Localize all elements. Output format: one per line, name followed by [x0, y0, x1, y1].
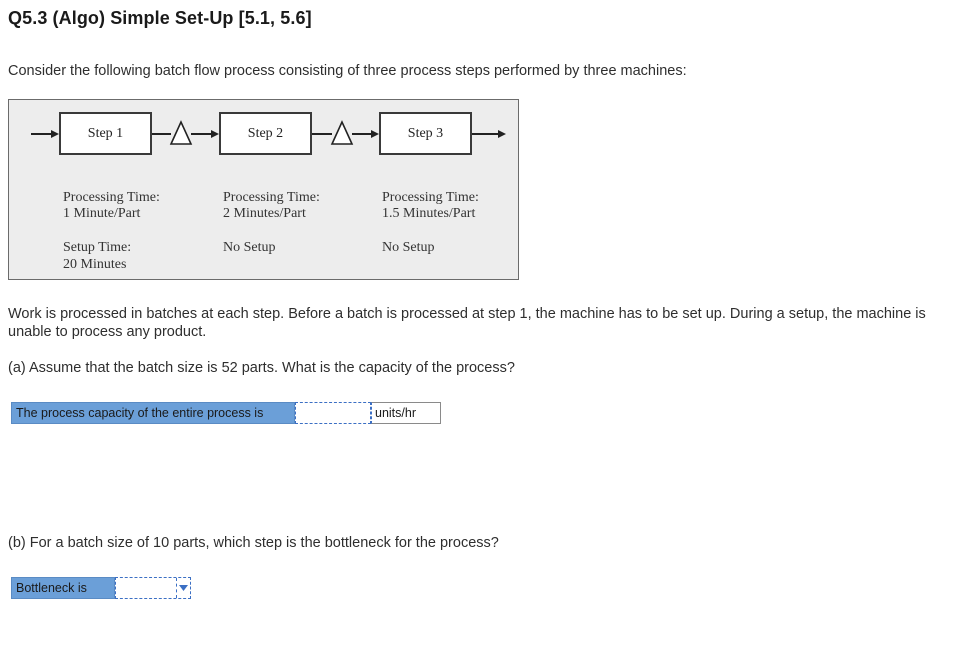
step-1-processing-value: 1 Minute/Part: [63, 206, 141, 221]
step-1-setup-label: Setup Time:: [63, 240, 132, 255]
part-b-question: (b) For a batch size of 10 parts, which step is the bottleneck for the process?: [8, 535, 499, 551]
step-3-processing-value: 1.5 Minutes/Part: [382, 206, 476, 221]
intro-text: Consider the following batch flow process consisting of three process steps performed by three machines:: [8, 63, 687, 79]
step-2-setup-label: No Setup: [223, 240, 276, 255]
step-3-processing-label: Processing Time:: [382, 190, 479, 205]
capacity-input[interactable]: [295, 402, 371, 424]
arrow-right-icon: [191, 130, 219, 138]
step-1-processing-label: Processing Time:: [63, 190, 160, 205]
arrow-right-icon: [472, 130, 506, 138]
question-title: Q5.3 (Algo) Simple Set-Up [5.1, 5.6]: [8, 8, 312, 28]
setup-paragraph: Work is processed in batches at each step. Before a batch is processed at step 1, the machine has to be set up. During a setup, the machine is unable to process any product.: [8, 306, 926, 340]
unit-label: units/hr: [371, 402, 441, 424]
triangle-inventory-icon: [332, 122, 352, 144]
step-3-setup-label: No Setup: [382, 240, 435, 255]
answer-b-row: [11, 577, 191, 599]
process-flow-figure: [8, 99, 519, 280]
caret-down-icon[interactable]: [176, 578, 190, 598]
step-2-processing-label: Processing Time:: [223, 190, 320, 205]
step-2-box: Step 2: [219, 112, 312, 155]
step-2-processing-value: 2 Minutes/Part: [223, 206, 306, 221]
arrow-right-icon: [31, 130, 59, 138]
step-3-box: Step 3: [379, 112, 472, 155]
answer-a-row: [11, 402, 441, 424]
answer-b-label: Bottleneck is: [11, 577, 115, 599]
triangle-inventory-icon: [171, 122, 191, 144]
step-1-box: Step 1: [59, 112, 152, 155]
part-a-question: (a) Assume that the batch size is 52 parts. What is the capacity of the process?: [8, 360, 515, 376]
bottleneck-dropdown[interactable]: [115, 577, 191, 599]
step-1-setup-value: 20 Minutes: [63, 257, 127, 272]
arrow-right-icon: [352, 130, 379, 138]
answer-a-label: The process capacity of the entire process is: [11, 402, 295, 424]
